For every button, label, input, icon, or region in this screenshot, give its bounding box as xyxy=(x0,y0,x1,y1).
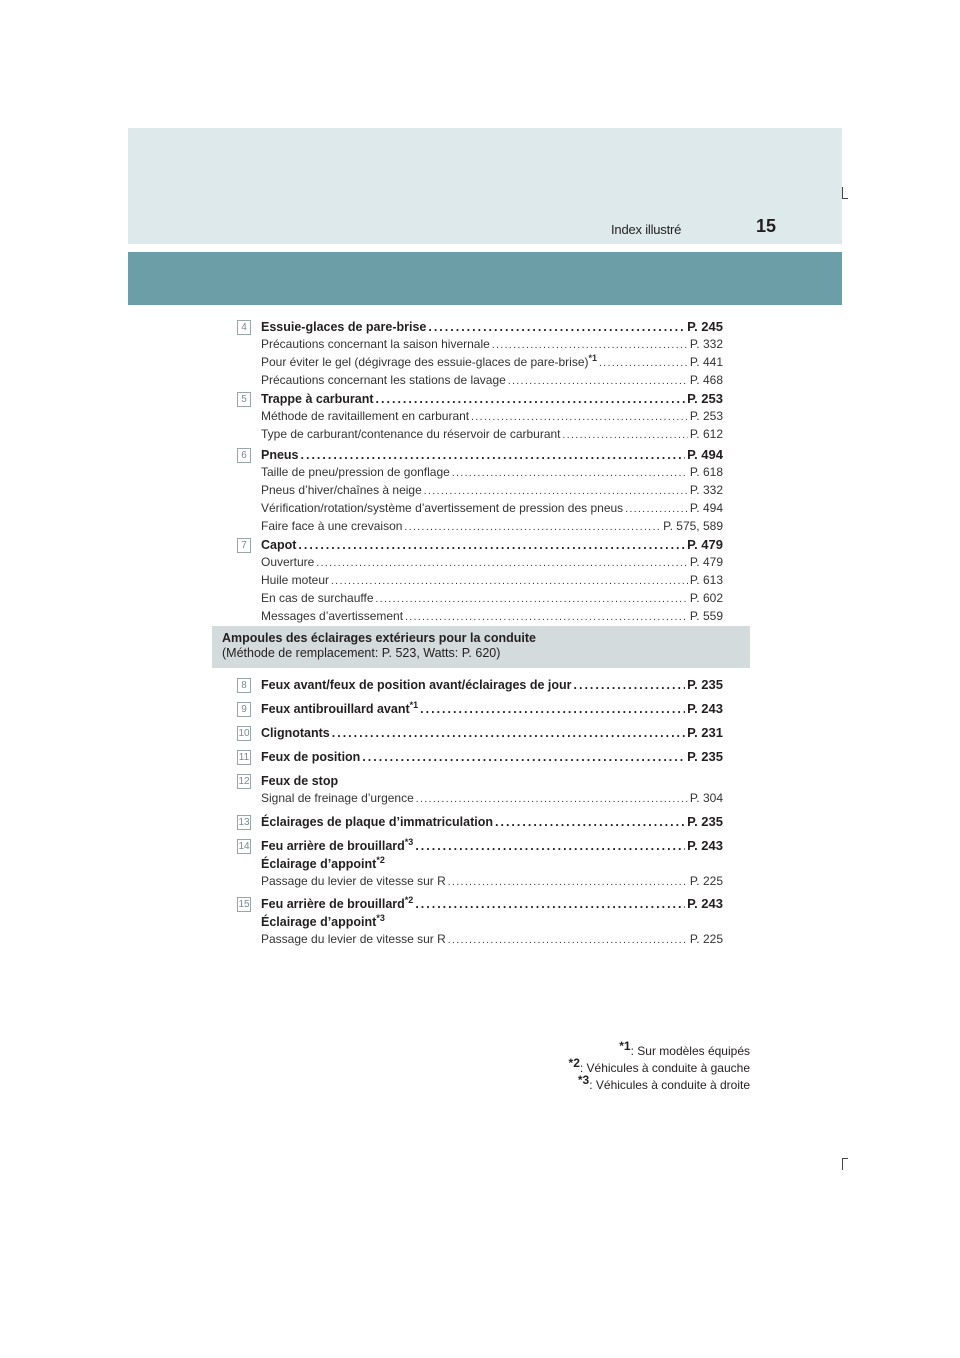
leader-dots xyxy=(301,446,686,464)
entry-title-row[interactable] xyxy=(261,837,723,855)
sub-entry-label: Messages d’avertissement xyxy=(261,609,404,623)
entry-title-row[interactable] xyxy=(261,813,723,831)
leader-dots xyxy=(574,676,686,694)
leader-dots xyxy=(404,520,661,536)
page-ref: P. 494 xyxy=(689,501,723,515)
crop-mark-top-h xyxy=(842,198,848,199)
entry-title-row[interactable] xyxy=(261,390,723,408)
leader-dots xyxy=(415,895,685,913)
leader-dots xyxy=(599,356,688,372)
marker-7: 7 xyxy=(237,538,251,553)
page-ref: P. 235 xyxy=(687,749,723,764)
leader-dots xyxy=(563,428,688,444)
marker-6: 6 xyxy=(237,448,251,463)
entry-title-row[interactable] xyxy=(261,700,723,718)
marker-11: 11 xyxy=(238,752,250,763)
entry-title: Clignotants xyxy=(261,726,330,740)
leader-dots xyxy=(508,374,688,390)
entry-title-row[interactable] xyxy=(261,724,723,742)
entry-title: Feux de stop xyxy=(261,774,339,788)
sub-entry-label: Pneus d’hiver/chaînes à neige xyxy=(261,483,422,497)
entry-title-row xyxy=(261,772,723,790)
crop-mark-bottom-h xyxy=(842,1158,848,1159)
page-ref: P. 612 xyxy=(689,427,723,441)
page-ref: P. 618 xyxy=(689,465,723,479)
leader-dots xyxy=(376,592,688,608)
entry-fuel-door xyxy=(261,390,723,444)
entry-title-2: Éclairage d’appoint$^{*2}$ xyxy=(261,855,385,871)
sub-entry-label: Huile moteur xyxy=(261,573,330,587)
entry-license-plate xyxy=(261,813,723,831)
entry-hood xyxy=(261,536,723,626)
leader-dots xyxy=(405,610,688,626)
page-ref: P. 235 xyxy=(687,814,723,829)
crop-mark-bottom xyxy=(842,1158,843,1170)
entry-title-row[interactable] xyxy=(261,446,723,464)
page-number: 15 xyxy=(756,216,777,236)
entry-title-row[interactable] xyxy=(261,676,723,694)
entry-title: Essuie-glaces de pare-brise xyxy=(261,320,427,334)
leader-dots xyxy=(376,390,686,408)
entry-rear-fog-2 xyxy=(261,895,723,949)
entry-stop-lights xyxy=(261,772,723,808)
marker-10: 10 xyxy=(238,728,250,739)
leader-dots xyxy=(492,338,688,354)
entry-rear-fog-1 xyxy=(261,837,723,891)
entry-title: Feu arrière de brouillard$^{*3}$ xyxy=(261,837,414,853)
entry-headlights xyxy=(261,676,723,694)
page-ref: P. 494 xyxy=(687,447,723,462)
sub-entry-label: Signal de freinage d’urgence xyxy=(261,791,414,805)
page-ref: P. 225 xyxy=(689,874,723,888)
sub-entry[interactable] xyxy=(261,482,723,500)
lamps-section-title: Ampoules des éclairages extérieurs pour la conduite xyxy=(222,631,536,645)
marker-15: 15 xyxy=(238,899,250,910)
page-ref: P. 253 xyxy=(689,409,723,423)
leader-dots xyxy=(452,466,688,482)
entry-tires xyxy=(261,446,723,536)
sub-entry-label: Méthode de ravitaillement en carburant xyxy=(261,409,470,423)
page-ref: P. 441 xyxy=(689,355,723,369)
entry-title: Trappe à carburant xyxy=(261,392,374,406)
lamps-section-header xyxy=(212,626,750,668)
header-title: Index illustré xyxy=(611,222,682,237)
sub-entry[interactable] xyxy=(261,372,723,390)
marker-8: 8 xyxy=(237,678,251,693)
sub-entry-label: Vérification/rotation/système d’avertissement de pression des pneus xyxy=(261,501,624,515)
sub-entry[interactable] xyxy=(261,336,723,354)
leader-dots xyxy=(331,574,688,590)
sub-entry[interactable] xyxy=(261,790,723,808)
page-ref: P. 304 xyxy=(689,791,723,805)
page-ref: P. 231 xyxy=(687,725,723,740)
sub-entry[interactable] xyxy=(261,426,723,444)
leader-dots xyxy=(298,536,685,554)
page-ref: P. 243 xyxy=(687,701,723,716)
page-ref: P. 479 xyxy=(689,555,723,569)
footnote: $^{*3}$: Véhicules à conduite à droite xyxy=(577,1073,750,1092)
marker-5: 5 xyxy=(237,392,251,407)
sub-entry[interactable] xyxy=(261,572,723,590)
leader-dots xyxy=(316,556,687,572)
leader-dots xyxy=(420,700,685,718)
leader-dots xyxy=(448,875,688,891)
entry-wipers xyxy=(261,318,723,390)
sub-entry-label: Précautions concernant la saison hivernale xyxy=(261,337,490,351)
page-ref: P. 468 xyxy=(689,373,723,387)
page-ref: P. 243 xyxy=(687,838,723,853)
page-ref: P. 225 xyxy=(689,932,723,946)
entry-title: Pneus xyxy=(261,448,299,462)
entry-title: Éclairages de plaque d’immatriculation xyxy=(261,815,494,829)
entry-title: Feux avant/feux de position avant/éclairages de jour xyxy=(261,678,572,692)
sub-entry[interactable] xyxy=(261,500,723,518)
leader-dots xyxy=(448,933,688,949)
entry-title-row[interactable] xyxy=(261,318,723,336)
leader-dots xyxy=(495,813,685,831)
sub-entry[interactable] xyxy=(261,464,723,482)
entry-turn-signals xyxy=(261,724,723,742)
page-ref: P. 332 xyxy=(689,337,723,351)
marker-14: 14 xyxy=(238,841,250,852)
entry-title: Feux de position xyxy=(261,750,361,764)
lamps-section-subtitle: (Méthode de remplacement: P. 523, Watts: P. 620) xyxy=(222,646,501,660)
sub-entry-label: Passage du levier de vitesse sur R xyxy=(261,874,446,888)
entry-title-row[interactable] xyxy=(261,895,723,913)
page-ref: P. 243 xyxy=(687,896,723,911)
footnote: $^{*1}$: Sur modèles équipés xyxy=(619,1039,750,1058)
sub-entry-label: Précautions concernant les stations de lavage xyxy=(261,373,506,387)
marker-12: 12 xyxy=(238,776,250,787)
page-ref: P. 479 xyxy=(687,537,723,552)
sub-entry-label: Taille de pneu/pression de gonflage xyxy=(261,465,450,479)
sub-entry[interactable] xyxy=(261,590,723,608)
sub-entry[interactable] xyxy=(261,873,723,891)
header-band xyxy=(128,128,842,244)
sub-entry[interactable] xyxy=(261,931,723,949)
page-ref: P. 613 xyxy=(689,573,723,587)
sub-entry-label: Passage du levier de vitesse sur R xyxy=(261,932,446,946)
page-ref: P. 245 xyxy=(687,319,723,334)
sub-entry[interactable] xyxy=(261,354,723,372)
leader-dots xyxy=(416,792,688,808)
entry-title-row-2 xyxy=(261,855,723,873)
sub-entry-label: Ouverture xyxy=(261,555,315,569)
page-ref: P. 559 xyxy=(689,609,723,623)
marker-4: 4 xyxy=(237,320,251,335)
entry-title-2: Éclairage d’appoint$^{*3}$ xyxy=(261,913,385,929)
leader-dots xyxy=(362,748,685,766)
marker-13: 13 xyxy=(238,817,250,828)
entry-front-fog xyxy=(261,700,723,718)
sub-entry[interactable] xyxy=(261,608,723,626)
entry-title: Feu arrière de brouillard$^{*2}$ xyxy=(261,895,414,911)
entry-title-row-2 xyxy=(261,913,723,931)
leader-dots xyxy=(415,837,685,855)
sub-entry-label: Type de carburant/contenance du réservoir de carburant xyxy=(261,427,561,441)
entry-title: Feux antibrouillard avant$^{*1}$ xyxy=(261,700,419,716)
section-band xyxy=(128,252,842,305)
footnote: $^{*2}$: Véhicules à conduite à gauche xyxy=(568,1056,750,1075)
marker-9: 9 xyxy=(237,702,251,717)
sub-entry-label: En cas de surchauffe xyxy=(261,591,374,605)
sub-entry[interactable] xyxy=(261,408,723,426)
entry-position-lights xyxy=(261,748,723,766)
page-ref: P. 332 xyxy=(689,483,723,497)
leader-dots xyxy=(471,410,688,426)
sub-entry[interactable] xyxy=(261,554,723,572)
sub-entry[interactable] xyxy=(261,518,723,536)
leader-dots xyxy=(424,484,688,500)
sub-entry-label: Pour éviter le gel (dégivrage des essuie-glaces de pare-brise)$^{*1}$ xyxy=(261,353,598,369)
leader-dots xyxy=(428,318,685,336)
footnotes xyxy=(568,1039,750,1094)
entry-title-row[interactable] xyxy=(261,536,723,554)
page-ref: P. 575, 589 xyxy=(663,519,723,533)
leader-dots xyxy=(625,502,688,518)
page-ref: P. 602 xyxy=(689,591,723,605)
sub-entry-label: Faire face à une crevaison xyxy=(261,519,403,533)
page-ref: P. 235 xyxy=(687,677,723,692)
leader-dots xyxy=(332,724,685,742)
entry-title: Capot xyxy=(261,538,297,552)
page-ref: P. 253 xyxy=(687,391,723,406)
entry-title-row[interactable] xyxy=(261,748,723,766)
